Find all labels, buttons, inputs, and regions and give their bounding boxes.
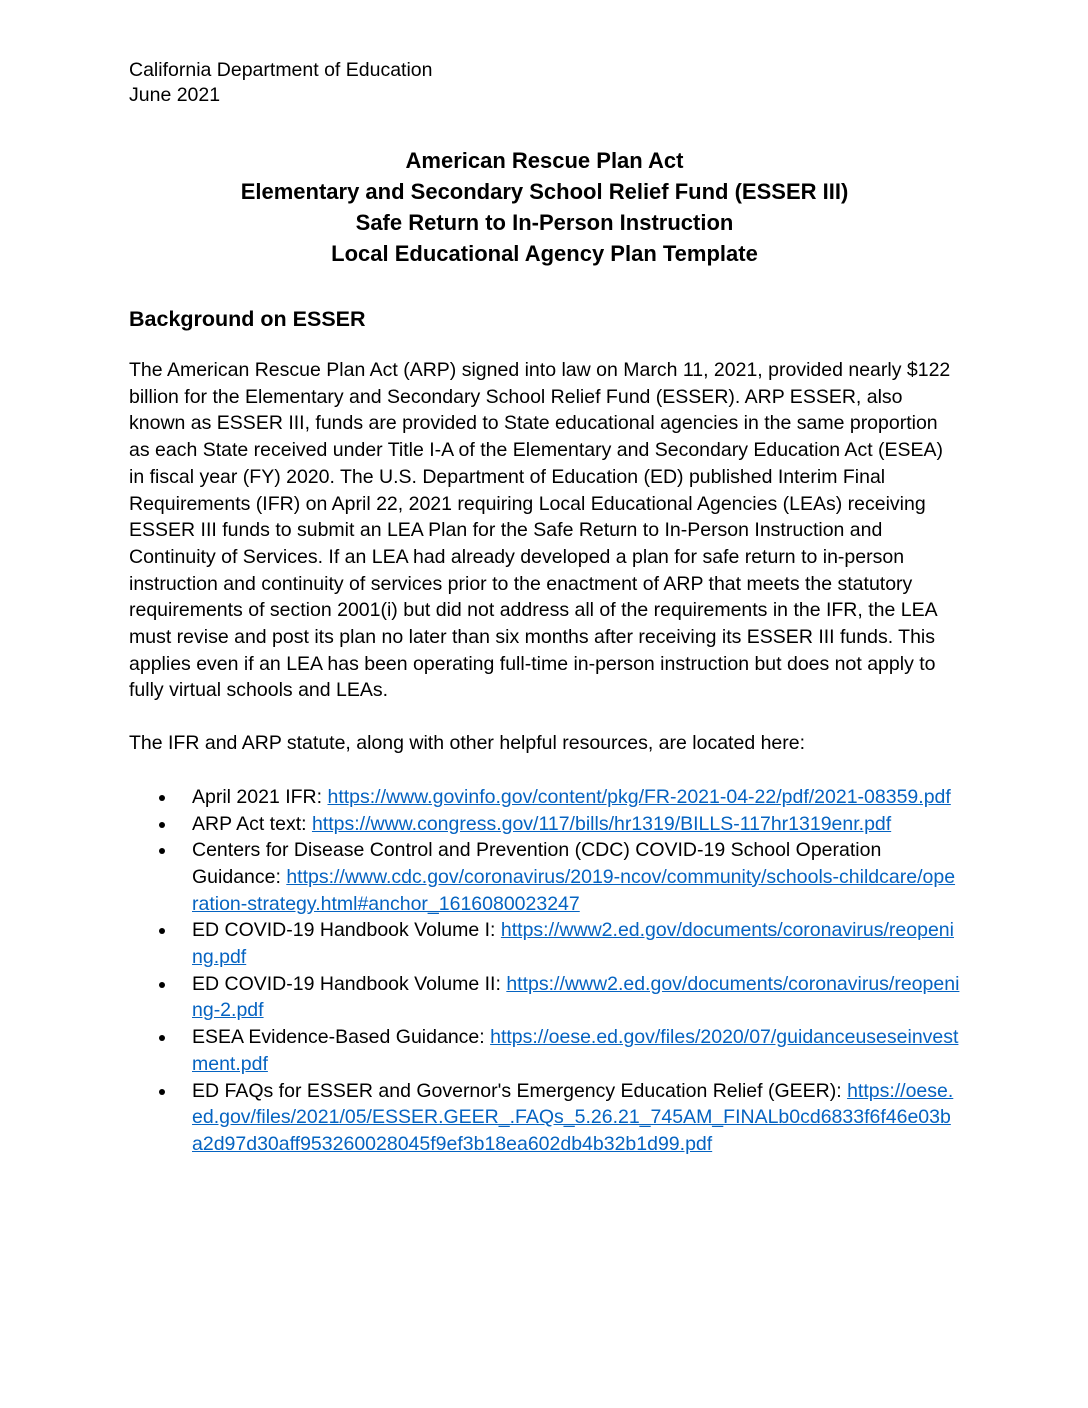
resource-label: ARP Act text: — [192, 812, 312, 835]
document-date: June 2021 — [129, 84, 221, 106]
resource-label: ESEA Evidence-Based Guidance: — [192, 1026, 491, 1049]
cdc-guidance-link[interactable]: https://www.cdc.gov/coronavirus/2019-ncov/community/schools-childcare/operation-strategy.html#anchor_1616080023247 — [192, 865, 956, 915]
resource-item-handbook-1 — [129, 917, 960, 970]
document-title — [129, 145, 960, 269]
section-heading: Background on ESSER — [129, 307, 366, 331]
bullet-icon — [159, 848, 165, 854]
title-line-4: Local Educational Agency Plan Template — [331, 241, 758, 266]
resource-item-arp-act — [129, 811, 960, 838]
resource-item-cdc-guidance — [129, 837, 960, 917]
ifr-link[interactable]: https://www.govinfo.gov/content/pkg/FR-2021-04-22/pdf/2021-08359.pdf — [327, 785, 951, 808]
bullet-icon — [159, 982, 165, 988]
resource-item-esea-guidance — [129, 1024, 960, 1077]
bullet-icon — [159, 928, 165, 934]
resource-item-faqs — [129, 1078, 960, 1158]
background-paragraph: The American Rescue Plan Act (ARP) signed into law on March 11, 2021, provided nearly $122 billion for the Elementary and Secondary School Relief Fund (ESSER). ARP ESSER, also known as ESSER III, funds are provided to State educational agencies in the same proportion as each State received under Title I-A of the Elementary and Secondary Education Act (ESEA) in fiscal year (FY) 2020. The U.S. Department of Education (ED) published Interim Final Requirements (IFR) on April 22, 2021 requiring Local Educational Agencies (LEAs) receiving ESSER III funds to submit an LEA Plan for the Safe Return to In-Person Instruction and Continuity of Services. If an LEA had already developed a plan for safe return to in-person instruction and continuity of services prior to the enactment of ARP that meets the statutory requirements of section 2001(i) but did not address all of the requirements in the IFR, the LEA must revise and post its plan no later than six months after receiving its ESSER III funds. This applies even if an LEA has been operating full-time in-person instruction but does not apply to fully virtual schools and LEAs. — [129, 359, 951, 702]
resource-list — [129, 784, 960, 1158]
faqs-link[interactable]: https://oese.ed.gov/files/2021/05/ESSER.GEER_.FAQs_5.26.21_745AM_FINALb0cd6833f6f46e03ba2d97d30aff953260028045f9ef3b18ea602db4b32b1d99.pdf — [192, 1079, 954, 1155]
resources-intro: The IFR and ARP statute, along with other helpful resources, are located here: — [129, 732, 806, 755]
resource-label: April 2021 IFR: — [192, 785, 328, 808]
arp-act-link[interactable]: https://www.congress.gov/117/bills/hr1319/BILLS-117hr1319enr.pdf — [311, 812, 892, 835]
title-line-2: Elementary and Secondary School Relief Fund (ESSER III) — [240, 179, 849, 204]
resource-label: ED FAQs for ESSER and Governor's Emergency Education Relief (GEER): — [192, 1079, 848, 1102]
resource-label: ED COVID-19 Handbook Volume II: — [192, 972, 507, 995]
resource-label: ED COVID-19 Handbook Volume I: — [192, 919, 501, 942]
bullet-icon — [159, 795, 165, 801]
handbook-1-link[interactable]: https://www2.ed.gov/documents/coronavirus/reopening.pdf — [192, 919, 954, 969]
handbook-2-link[interactable]: https://www2.ed.gov/documents/coronavirus/reopening-2.pdf — [192, 972, 960, 1022]
resource-item-ifr — [129, 784, 960, 811]
resource-item-handbook-2 — [129, 971, 960, 1024]
title-line-3: Safe Return to In-Person Instruction — [355, 210, 734, 235]
bullet-icon — [159, 1089, 165, 1095]
esea-guidance-link[interactable]: https://oese.ed.gov/files/2020/07/guidanceuseseinvestment.pdf — [192, 1026, 959, 1075]
title-line-1: American Rescue Plan Act — [405, 148, 684, 173]
bullet-icon — [159, 1035, 165, 1041]
bullet-icon — [159, 822, 165, 828]
resource-label: Centers for Disease Control and Prevention (CDC) COVID-19 School Operation Guidance: — [192, 839, 882, 888]
organization-name: California Department of Education — [129, 59, 433, 81]
